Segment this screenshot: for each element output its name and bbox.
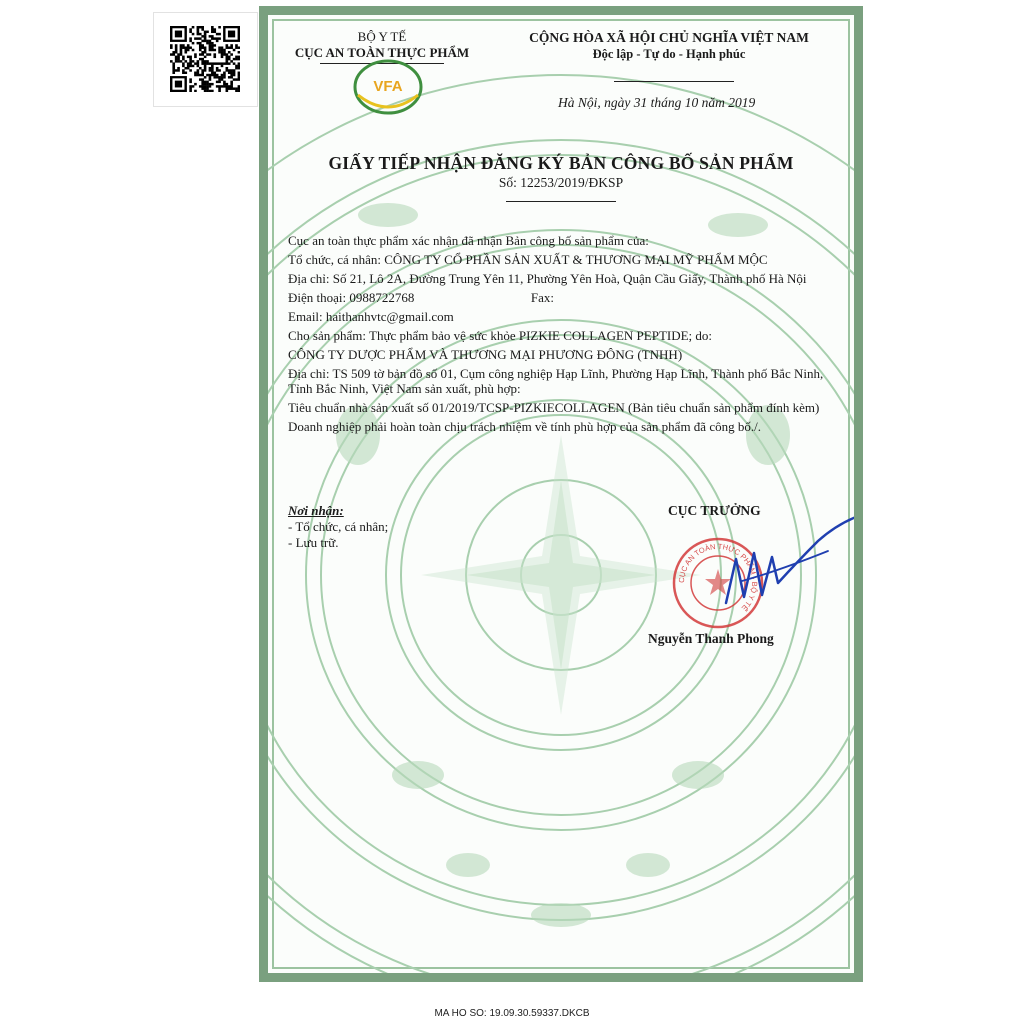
signer-role: CỤC TRƯỞNG — [668, 503, 761, 518]
signer-name: Nguyễn Thanh Phong — [648, 631, 774, 646]
product-text: Cho sản phẩm: Thực phẩm bảo vệ sức khỏe PIZKIE COLLAGEN PEPTIDE; do: — [288, 328, 713, 343]
certificate-frame — [259, 6, 863, 982]
manufacturer-address-text: Địa chỉ: TS 509 tờ bản đồ số 01, Cụm công nghiệp Hạp Lĩnh, Phường Hạp Lĩnh, Thành phố Bắc Ninh, Tỉnh Bắc Ninh, Việt Nam sản xuất, phù hợp: — [288, 366, 824, 396]
document-number: Số: 12253/2019/ĐKSP — [498, 175, 624, 190]
certificate-body — [288, 233, 828, 434]
ministry-name: BỘ Y TẾ — [357, 29, 407, 44]
intro-text: Cục an toàn thực phẩm xác nhận đã nhận Bản công bố sản phẩm của: — [288, 233, 649, 248]
handwritten-signature-icon — [698, 511, 858, 621]
republic-header — [504, 29, 834, 63]
qr-code-icon — [170, 26, 240, 92]
republic-name: CỘNG HÒA XÃ HỘI CHỦ NGHĨA VIỆT NAM — [529, 30, 809, 45]
motto-underline — [614, 81, 734, 82]
email-text: Email: haithanhvtc@gmail.com — [288, 309, 454, 324]
responsibility-text: Doanh nghiệp phải hoàn toàn chịu trách nhiệm về tính phù hợp của sản phẩm đã công bố./. — [288, 419, 761, 434]
department-name: CỤC AN TOÀN THỰC PHẨM — [294, 45, 470, 60]
standard-text: Tiêu chuẩn nhà sản xuất số 01/2019/TCSP-PIZKIECOLLAGEN (Bản tiêu chuẩn sản phẩm đính kèm) — [288, 400, 820, 415]
organization-text: Tổ chức, cá nhân: CÔNG TY CỔ PHẦN SẢN XUẤT & THƯƠNG MẠI MỸ PHẨM MỘC — [288, 252, 768, 267]
number-underline — [506, 201, 616, 202]
fax-text: Fax: — [530, 290, 555, 305]
national-motto: Độc lập - Tự do - Hạnh phúc — [592, 47, 746, 61]
document-title: GIẤY TIẾP NHẬN ĐĂNG KÝ BẢN CÔNG BỐ SẢN PHẨM — [328, 153, 794, 173]
issue-date: Hà Nội, ngày 31 tháng 10 năm 2019 — [558, 95, 756, 110]
stamp-text: CỤC AN TOÀN THỰC PHẨM - BỘ Y TẾ — [676, 541, 760, 613]
recipients-heading: Nơi nhận: — [288, 503, 344, 518]
address-text: Địa chỉ: Số 21, Lô 2A, Đường Trung Yên 11, Phường Yên Hoà, Quận Cầu Giấy, Thành phố Hà Nội — [288, 271, 807, 286]
recipient-item: - Tổ chức, cá nhân; — [288, 519, 389, 534]
recipient-item: - Lưu trữ. — [288, 535, 339, 550]
logo-text: VFA — [373, 78, 403, 95]
vfa-logo-icon — [352, 51, 424, 117]
dossier-code: MA HO SO: 19.09.30.59337.DKCB — [434, 1008, 590, 1019]
phone-text: Điện thoại: 0988722768 — [288, 290, 415, 305]
recipients-block — [288, 503, 388, 551]
qr-code-panel — [153, 12, 258, 107]
manufacturer-text: CÔNG TY DƯỢC PHẨM VÀ THƯƠNG MẠI PHƯƠNG ĐÔNG (TNHH) — [288, 347, 683, 362]
contact-row — [288, 290, 828, 305]
